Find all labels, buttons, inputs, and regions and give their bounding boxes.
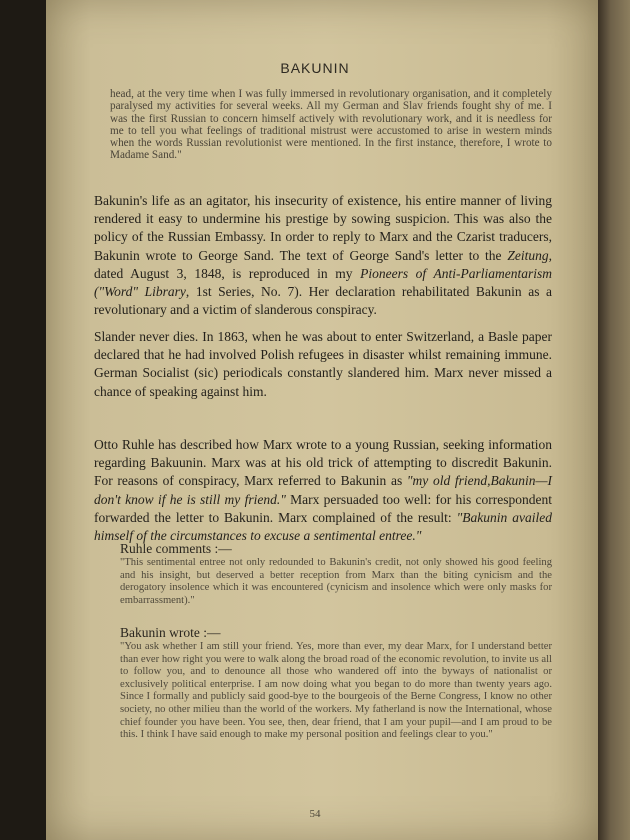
para1-text-c: , 1st Series, No. 7). Her declaration rehabilitated Bakunin as a revolutionary and a victim of slanderous conspiracy. — [94, 284, 552, 318]
page-number: 54 — [309, 808, 321, 820]
para1-text-b: , dated August 3, 1848, is reproduced in my — [94, 247, 552, 281]
para3-text-a: Otto Ruhle has described how Marx wrote to a young Russian, seeking information regarding Bakuunin. Marx was at his old trick of attempting to discredit Bakunin. For reasons of conspiracy, Marx referred to Bakunin as — [94, 437, 552, 489]
para3-italic-result: "Bakunin availed himself of the circumstances to excuse a sentimental entree." — [94, 509, 552, 544]
paragraph-agitator — [94, 192, 552, 319]
ruhle-quote: "This sentimental entree not only redounded to Bakunin's credit, not only showed his good feeling and his insight, but deserved a better reception from Marx than the biting cynicism and the derogatory insolence which it was encountered (cynicism and insolence which were only masks for embarrassment)." — [120, 557, 552, 606]
para3-text-b: Marx persuaded too well: for his correspondent forwarded the letter to Bakunin. Marx complained of the result: — [94, 491, 552, 525]
paragraph-slander: Slander never dies. In 1863, when he was about to enter Switzerland, a Basle paper declared that he had involved Polish refugees in disaster whilst remaining immune. German Socialist (sic) periodicals constantly slandered him. Marx never missed a chance of speaking against him. — [94, 329, 552, 399]
block-quote-continued: head, at the very time when I was fully immersed in revolutionary organisation, and it completely paralysed my activities for several weeks. All my German and Slav friends fought shy of me. I was the first Russian to concern himself actively with revolutionary work, and it is needless for me to tell you what feelings of traditional mistrust were accustomed to arise in western minds when the words Russian revolutionist were mentioned. In the first instance, therefore, I wrote to Madame Sand." — [110, 88, 552, 162]
next-page-edge — [598, 0, 630, 840]
para3-italic-old-friend: "my old friend,Bakunin—I don't know if he is still my friend." — [94, 473, 552, 507]
paragraph-ruhle — [94, 436, 552, 545]
para1-text-a: Bakunin's life as an agitator, his insecurity of existence, his entire manner of living rendered it easy to undermine his prestige by sowing suspicion. This was also the policy of the Russian Embassy. In order to reply to Marx and the Czarist traducers, Bakunin wrote to George Sand. The text of George Sand's letter to the — [94, 193, 552, 263]
para1-italic-pioneers: Pioneers of Anti-Parliamentarism ("Word" Library — [94, 265, 552, 300]
running-header: BAKUNIN — [280, 60, 350, 76]
bakunin-letter-quote: "You ask whether I am still your friend. Yes, more than ever, my dear Marx, for I understand better than ever how right you were to walk along the broad road of the economic revolution, to invite us all to follow you, and to denounce all those who wandered off into the byways of nationalist or exclusively political enterprise. I am now doing what you began to do more than twenty years ago. Since I formally and publicly said good-bye to the bourgeois of the Berne Congress, I know no other society, no other milieu than the world of the workers. My fatherland is now the International, whose chief founder you have been. You see, then, dear friend, that I am your pupil—and I am proud to be this. I think I have said enough to make my personal position and feelings clear to you." — [120, 641, 552, 741]
para1-italic-zeitung: Zeitung — [507, 247, 549, 263]
ruhle-comments-label: Ruhle comments :— — [120, 541, 232, 556]
bakunin-wrote-label: Bakunin wrote :— — [120, 625, 221, 640]
